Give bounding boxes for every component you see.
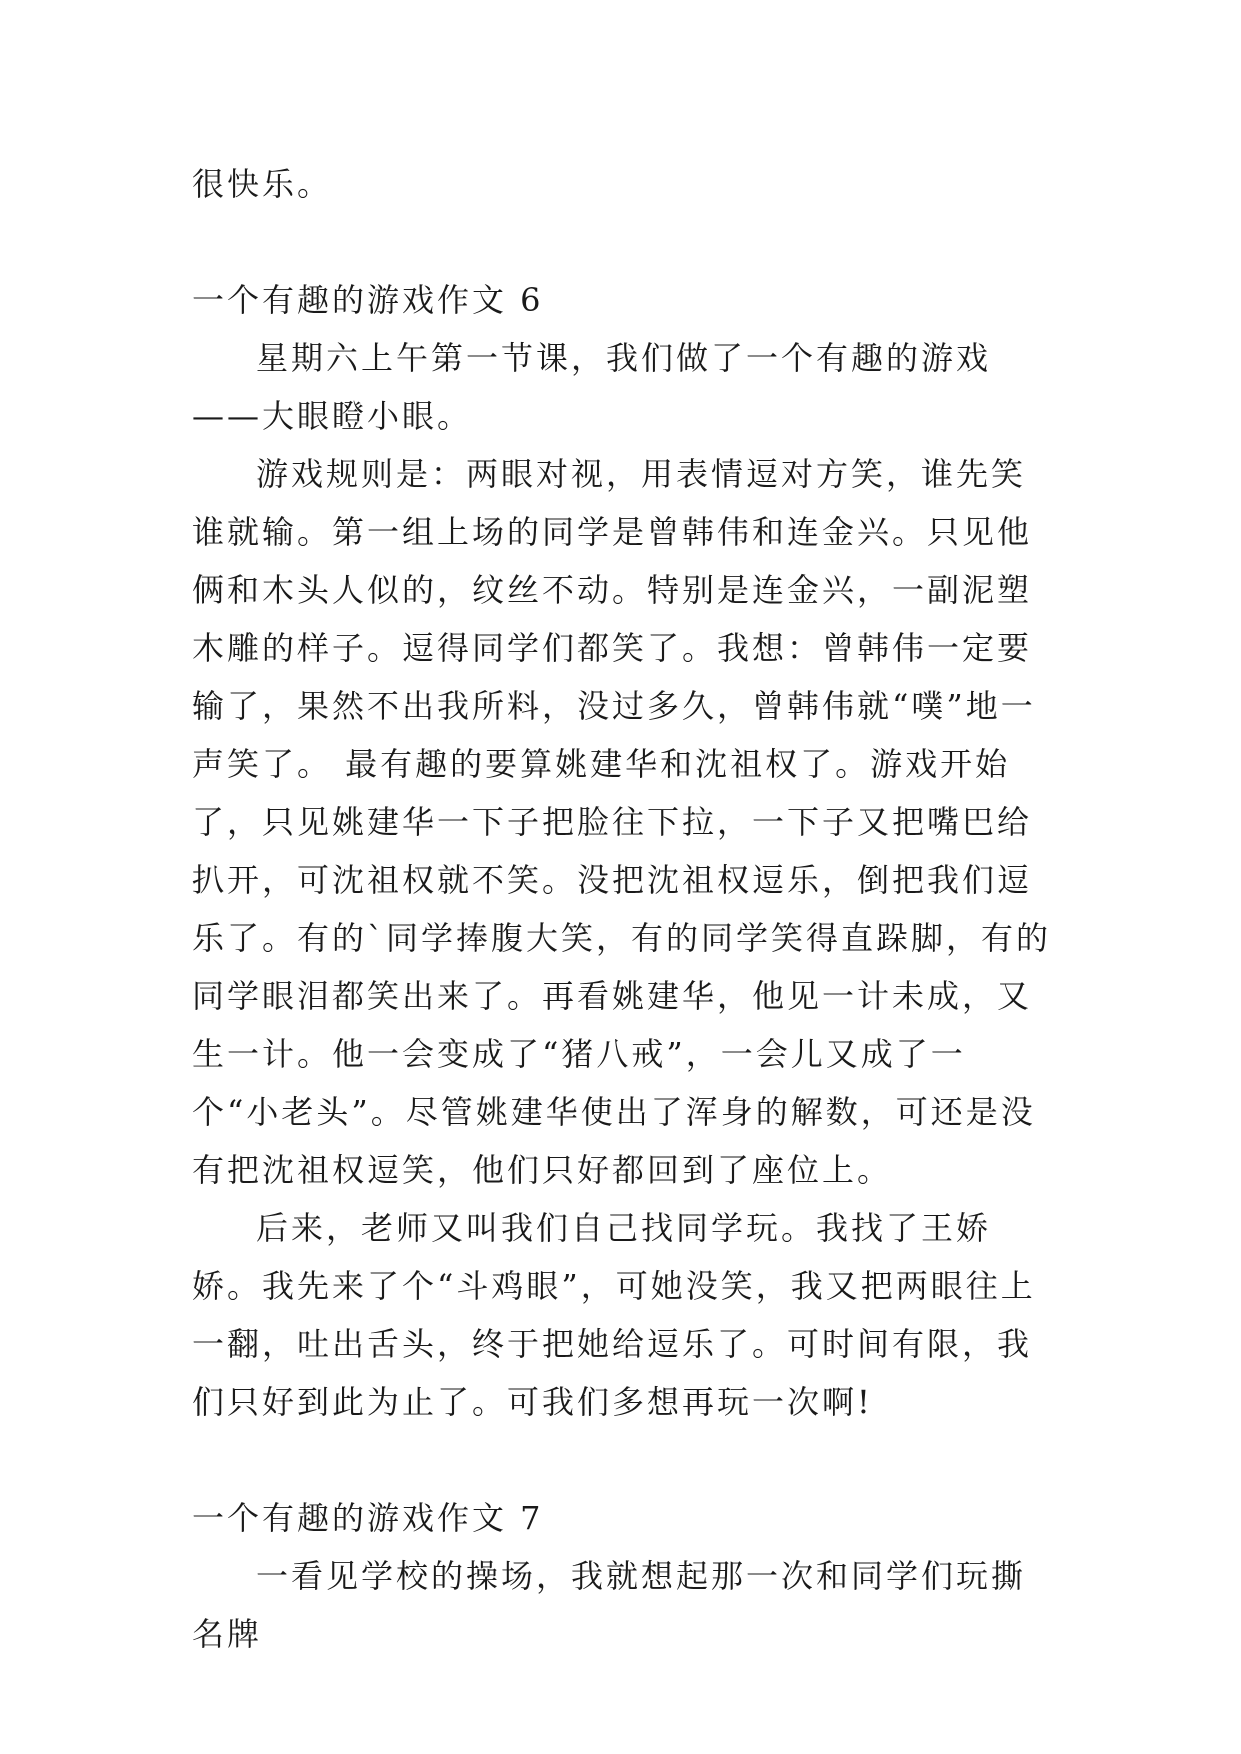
paragraph: 一看见学校的操场，我就想起那一次和同学们玩撕名牌 bbox=[192, 1557, 1027, 1653]
continuation-text: 很快乐。 bbox=[192, 165, 333, 203]
paragraph: 星期六上午第一节课，我们做了一个有趣的游戏——大眼瞪小眼。 bbox=[192, 339, 992, 435]
section-title: 一个有趣的游戏作文 6 bbox=[192, 281, 544, 319]
document-body bbox=[192, 155, 1054, 1663]
section-title: 一个有趣的游戏作文 7 bbox=[192, 1499, 544, 1537]
paragraph: 后来，老师又叫我们自己找同学玩。我找了王娇娇。我先来了个“斗鸡眼”，可她没笑，我又把两眼往上一翻，吐出舌头，终于把她给逗乐了。可时间有限，我们只好到此为止了。可我们多想再玩一次啊! bbox=[192, 1209, 1036, 1421]
paragraph: 游戏规则是：两眼对视，用表情逗对方笑，谁先笑谁就输。第一组上场的同学是曾韩伟和连金兴。只见他俩和木头人似的，纹丝不动。特别是连金兴，一副泥塑木雕的样子。逗得同学们都笑了。我想：曾韩伟一定要输了，果然不出我所料，没过多久，曾韩伟就“噗”地一声笑了。 最有趣的要算姚建华和沈祖权了。游戏开始了，只见姚建华一下子把脸往下拉，一下子又把嘴巴给扒开，可沈祖权就不笑。没把沈祖权逗乐，倒把我们逗乐了。有的`同学捧腹大笑，有的同学笑得直跺脚，有的同学眼泪都笑出来了。再看姚建华，他见一计未成，又生一计。他一会变成了“猪八戒”，一会儿又成了一个“小老头”。尽管姚建华使出了浑身的解数，可还是没有把沈祖权逗笑，他们只好都回到了座位上。 bbox=[192, 455, 1052, 1189]
